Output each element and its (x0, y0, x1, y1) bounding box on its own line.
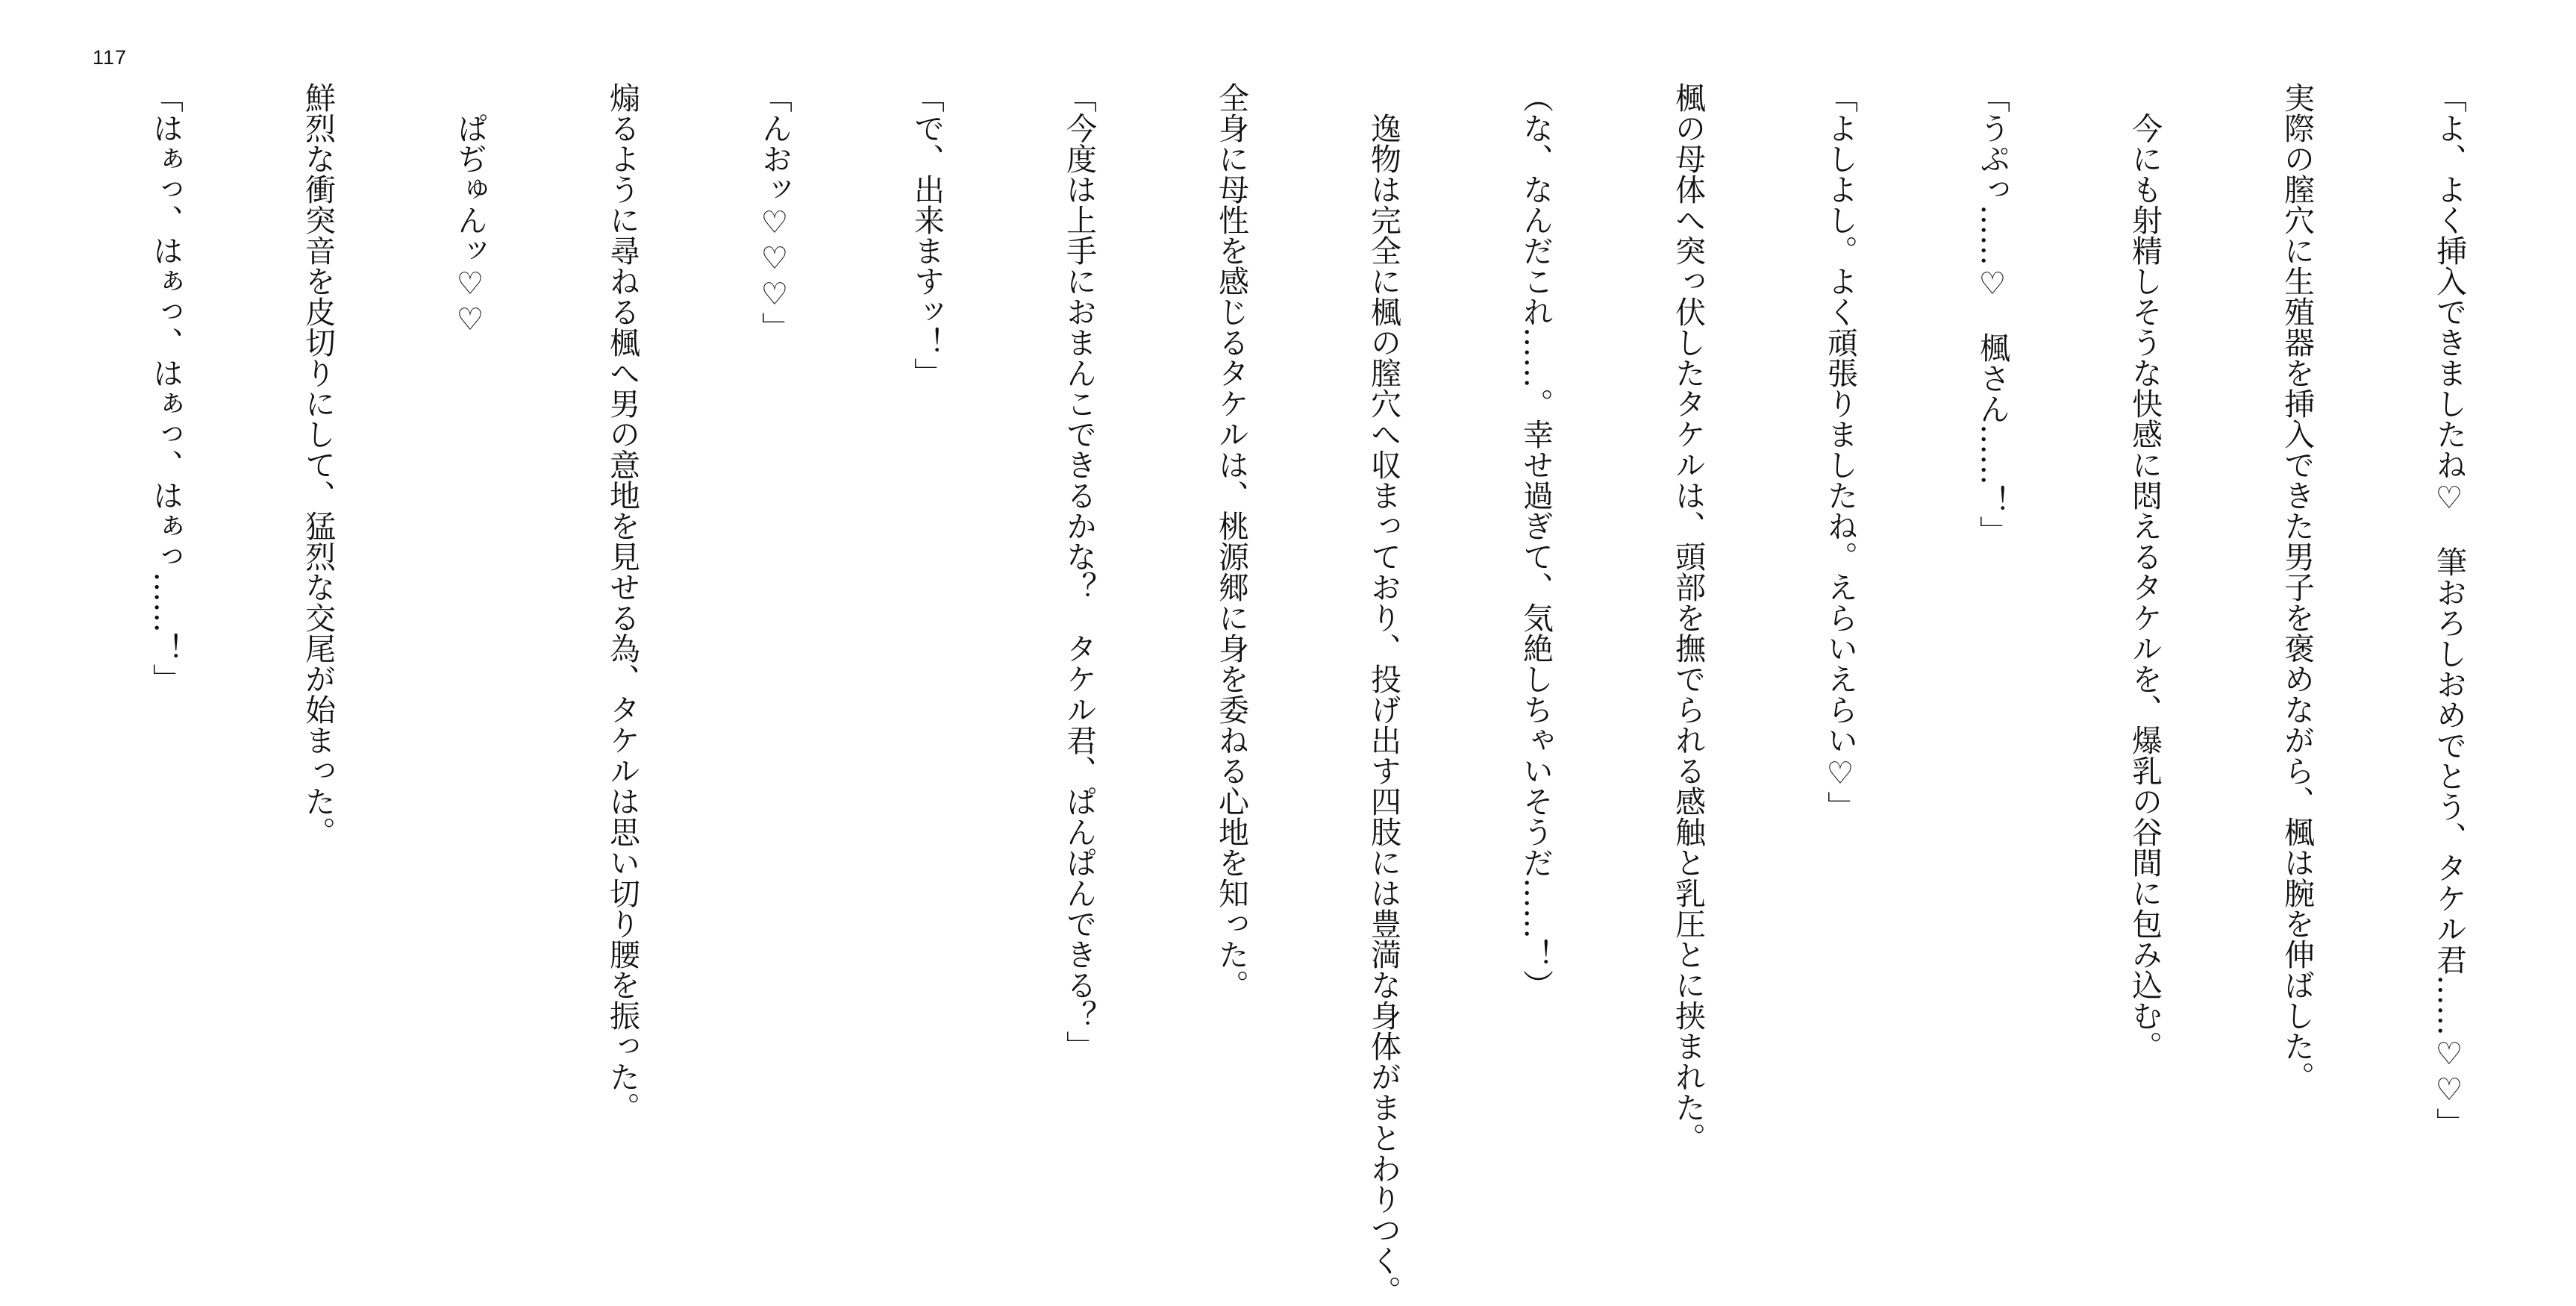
text-line: 全身に母性を感じるタケルは、桃源郷に身を委ねる心地を知った。 (1213, 82, 1249, 1000)
text-line: 鮮烈な衝突音を皮切りにして、猛烈な交尾が始まった。 (300, 82, 336, 847)
text-line: （な、なんだこれ……。幸せ過ぎて、気絶しちゃいそうだ……！） (1518, 82, 1554, 1000)
text-line: 今にも射精しそうな快感に悶えるタケルを、爆乳の谷間に包み込む。 (2127, 113, 2163, 1061)
text-line: 楓の母体へ突っ伏したタケルは、頭部を撫でられる感触と乳圧とに挟まれた。 (1670, 82, 1706, 1153)
text-line: 「んおッ♡♡♡」 (757, 82, 793, 343)
text-line: 実際の膣穴に生殖器を挿入できた男子を褒めながら、楓は腕を伸ばした。 (2279, 82, 2315, 1092)
text-line: 「はぁっ、はぁっ、はぁっ、はぁっ……！」 (148, 82, 184, 694)
text-line: 「で、出来ますッ！」 (909, 82, 945, 388)
vertical-text-body (90, 82, 2576, 1306)
text-line: 逸物は完全に楓の膣穴へ収まっており、投げ出す四肢には豊満な身体がまとわりつく。 (1366, 113, 1401, 1306)
text-line: 「よしよし。よく頑張りましたね。えらいえらい♡」 (1822, 82, 1858, 822)
text-line: 煽るように尋ねる楓へ男の意地を見せる為、タケルは思い切り腰を振った。 (604, 82, 640, 1122)
text-line: 「うぷっ……♡ 楓さん……！」 (1975, 82, 2010, 546)
text-line: ぱぢゅんッ♡♡ (452, 113, 488, 337)
page-number: 117 (93, 46, 128, 69)
text-line: 「今度は上手におまんこできるかな？ タケル君、ぱんぱんできる？」 (1061, 82, 1097, 1061)
text-line: 「よ、よく挿入できましたね♡ 筆おろしおめでとう、タケル君……♡♡」 (2431, 82, 2467, 1138)
